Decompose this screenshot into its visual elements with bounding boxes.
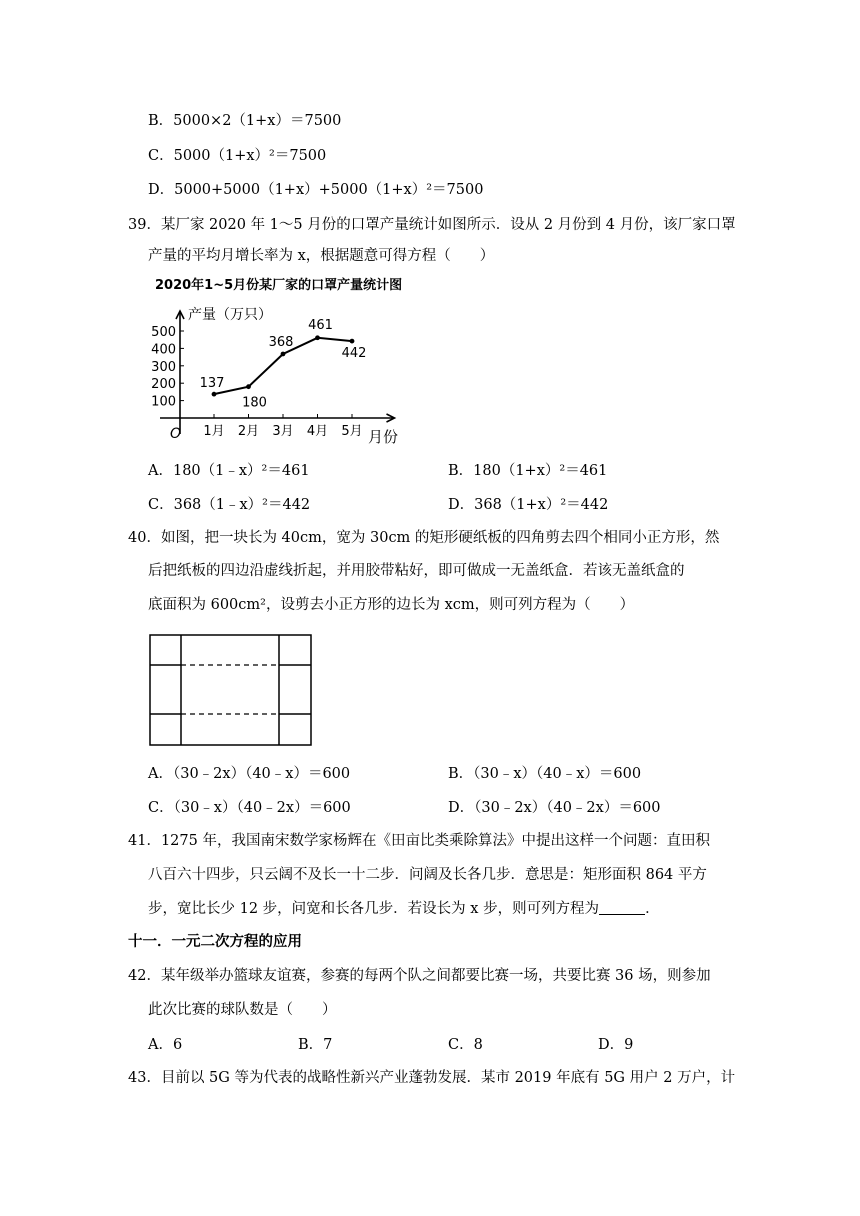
y-tick-label: 300 [151, 359, 176, 375]
x-tick-label: 3月 [272, 424, 294, 439]
q42-option-c: C．8 [448, 1037, 483, 1053]
q41-stem-line-2: 八百六十四步，只云阔不及长一十二步．问阔及长各几步．意思是：矩形面积 864 平方 [148, 867, 707, 883]
cardboard-box-diagram [148, 633, 314, 749]
q42-option-d: D．9 [598, 1037, 634, 1053]
q38-option-d: D．5000+5000（1+x）+5000（1+x）²＝7500 [148, 182, 484, 198]
q38-option-c: C．5000（1+x）²＝7500 [148, 148, 327, 164]
data-label: 368 [268, 334, 294, 350]
q40-option-c: C．（30﹣x）（40﹣2x）＝600 [148, 800, 351, 816]
x-tick-label: 2月 [237, 424, 260, 439]
q40-option-d: D．（30﹣2x）（40﹣2x）＝600 [448, 800, 661, 816]
q38-option-b: B．5000×2（1+x）＝7500 [148, 113, 342, 129]
y-tick-label: 200 [151, 377, 176, 393]
x-axis-label: 月份 [368, 428, 399, 446]
data-point [246, 384, 251, 389]
q41-stem-line-1: 41．1275 年，我国南宋数学家杨辉在《田亩比类乘除算法》中提出这样一个问题：直田积 [128, 833, 710, 849]
data-point [315, 335, 320, 340]
y-axis-label: 产量（万只） [188, 307, 272, 323]
y-tick-label: 500 [151, 325, 176, 340]
chart-ticks [151, 325, 362, 439]
q40-option-a: A．（30﹣2x）（40﹣x）＝600 [148, 766, 351, 782]
data-label: 442 [341, 346, 367, 362]
x-tick-label: 4月 [306, 424, 329, 439]
q42-stem-line-1: 42．某年级举办篮球友谊赛，参赛的每两个队之间都要比赛一场，共要比赛 36 场，则参加 [128, 968, 711, 984]
chart-series [200, 318, 367, 411]
q40-option-b: B．（30﹣x）（40﹣x）＝600 [448, 766, 642, 782]
data-point [350, 339, 355, 344]
chart-axes [160, 311, 395, 434]
q41-stem-text: 步，宽比长少 12 步，问宽和长各几步．若设长为 x 步，则可列方程为 [148, 901, 600, 917]
data-label: 461 [308, 317, 333, 333]
q40-stem-line-3: 底面积为 600cm²，设剪去小正方形的边长为 xcm，则可列方程为（ ） [148, 597, 635, 613]
q39-option-b: B．180（1+x）²＝461 [448, 463, 608, 479]
q39-option-d: D．368（1+x）²＝442 [448, 497, 609, 513]
q43-stem-line-1: 43．目前以 5G 等为代表的战略性新兴产业蓬勃发展．某市 2019 年底有 5G 用户 2 万户，计 [128, 1070, 736, 1086]
q39-stem-line-2: 产量的平均月增长率为 x，根据题意可得方程（ ） [148, 248, 495, 264]
data-label: 137 [199, 376, 225, 392]
section-heading: 十一．一元二次方程的应用 [128, 933, 302, 950]
q40-stem-line-2: 后把纸板的四边沿虚线折起，并用胶带粘好，即可做成一无盖纸盒．若该无盖纸盒的 [148, 563, 685, 579]
q42-option-b: B．7 [298, 1037, 333, 1053]
q39-option-a: A．180（1﹣x）²＝461 [148, 463, 310, 479]
q41-period: ． [645, 901, 660, 917]
q42-option-a: A．6 [148, 1037, 183, 1053]
data-point [281, 352, 286, 357]
q39-option-c: C．368（1﹣x）²＝442 [148, 497, 311, 513]
x-tick-label: 1月 [203, 424, 225, 439]
origin-label: O [170, 426, 182, 442]
y-tick-label: 100 [151, 394, 176, 410]
q41-stem-line-3 [148, 899, 660, 919]
q40-stem-line-1: 40．如图，把一块长为 40cm，宽为 30cm 的矩形硬纸板的四角剪去四个相同小正方形，然 [128, 530, 720, 546]
answer-blank [599, 900, 645, 915]
data-point [212, 392, 217, 397]
x-tick-label: 5月 [341, 424, 363, 439]
chart-title: 2020年1~5月份某厂家的口罩产量统计图 [155, 278, 403, 293]
q42-stem-line-2: 此次比赛的球队数是（ ） [148, 1002, 337, 1018]
data-label: 180 [242, 395, 267, 411]
production-line-chart [150, 270, 450, 450]
y-tick-label: 400 [151, 342, 176, 358]
q39-stem-line-1: 39．某厂家 2020 年 1～5 月份的口罩产量统计如图所示．设从 2 月份到 4 月份，该厂家口罩 [128, 217, 736, 233]
